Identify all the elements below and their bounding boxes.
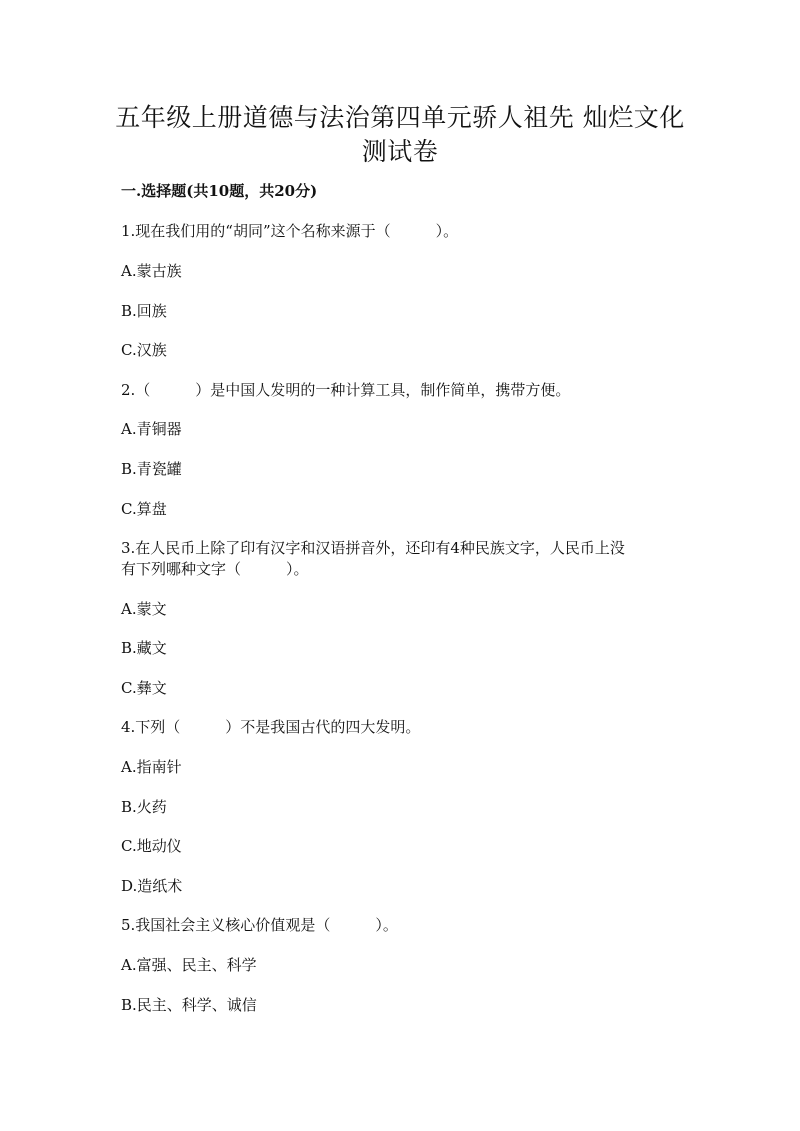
section-heading: 一.选择题(共10题，共20分) [121,182,318,200]
question-4-option-c[interactable]: C.地动仪 [121,837,182,855]
question-3-option-c[interactable]: C.彝文 [121,679,167,697]
question-3-option-b[interactable]: B.藏文 [121,639,167,657]
question-3-stem-line1: 3.在人民币上除了印有汉字和汉语拼音外，还印有4种民族文字，人民币上没 [121,539,625,557]
question-2-option-b[interactable]: B.青瓷罐 [121,460,182,478]
question-4-option-b[interactable]: B.火药 [121,798,167,816]
question-2-option-a[interactable]: A.青铜器 [121,420,182,438]
page-title-line2: 测试卷 [361,137,439,166]
question-4-option-d[interactable]: D.造纸术 [121,877,183,895]
question-5-option-a[interactable]: A.富强、民主、科学 [121,956,257,974]
page-title-line1: 五年级上册道德与法治第四单元骄人祖先 灿烂文化 [115,103,685,132]
question-5-stem: 5.我国社会主义核心价值观是（ ）。 [121,916,398,934]
question-1-stem: 1.现在我们用的“胡同”这个名称来源于（ ）。 [121,222,459,240]
question-4-stem: 4.下列（ ）不是我国古代的四大发明。 [121,718,421,736]
question-5-option-b[interactable]: B.民主、科学、诚信 [121,996,257,1014]
question-3-stem-line2: 有下列哪种文字（ ）。 [121,560,309,578]
question-4-option-a[interactable]: A.指南针 [121,758,182,776]
question-3-option-a[interactable]: A.蒙文 [121,600,167,618]
question-1-option-b[interactable]: B.回族 [121,302,167,320]
question-2-stem: 2.（ ）是中国人发明的一种计算工具，制作简单，携带方便。 [121,381,571,399]
question-1-option-a[interactable]: A.蒙古族 [121,262,182,280]
question-2-option-c[interactable]: C.算盘 [121,500,167,518]
question-1-option-c[interactable]: C.汉族 [121,341,167,359]
